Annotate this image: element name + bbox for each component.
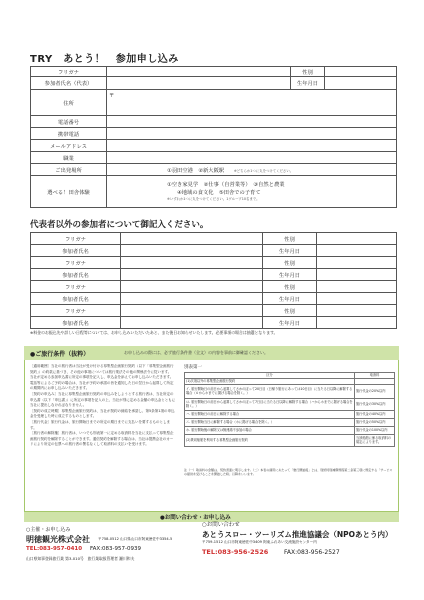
email-label: メールアドレス: [31, 140, 107, 152]
mobile-label: 携帯電話: [31, 128, 107, 140]
p3-birth-label: 生年月日: [263, 293, 317, 305]
p2-gender-label: 性別: [263, 257, 317, 269]
p2-furigana-label: フリガナ: [31, 257, 121, 269]
org-tel: TEL:083-956-2526: [202, 548, 269, 556]
cancel-fee-table: [184, 372, 395, 447]
departure-label: ご出発場所: [31, 164, 107, 176]
p1-gender-label: 性別: [263, 233, 317, 245]
p3-birth-field[interactable]: [317, 293, 397, 305]
p4-name-field[interactable]: [121, 317, 263, 329]
experience-note: ※いずれか1つに丸をつけてください。1グループ10名まで。: [167, 197, 260, 201]
gender-field[interactable]: [325, 67, 397, 77]
cancel-row-5-a: ニ. 旅行開始当日に解除する場合（ホに掲げる場合を除く。）: [185, 419, 355, 427]
job-field[interactable]: [107, 152, 397, 164]
birth-label: 生年月日: [291, 77, 325, 90]
conditions-heading-note: お申し込みの際には、必ず旅行条件書（全文）の内容を事前に御確認ください。: [124, 350, 268, 355]
birth-field[interactable]: [325, 77, 397, 90]
cancel-row-7-a: (2)貸切船舶を利用する募集型企画旅行契約: [185, 435, 355, 447]
cancel-head-category: 区分: [185, 373, 355, 379]
cancel-table-title: 別表第一: [184, 365, 202, 370]
p2-name-field[interactable]: [121, 269, 263, 281]
departure-options-text: ①羽田空港 ②新大阪駅: [167, 167, 225, 174]
p2-birth-label: 生年月日: [263, 269, 317, 281]
p1-furigana-label: フリガナ: [31, 233, 121, 245]
p2-gender-field[interactable]: [317, 257, 397, 269]
cancel-row-3-b: 旅行代金の30%以内: [355, 399, 395, 411]
section2-title: 代表者以外の参加者について御記入ください。: [30, 220, 209, 230]
participants-table: [30, 232, 397, 329]
address-field[interactable]: [107, 90, 397, 116]
company-name: 明徳観光株式会社: [26, 535, 90, 544]
cancel-row-1-a: (1)次項以外の募集型企画旅行契約: [185, 379, 355, 385]
postal-mark: 〒: [109, 93, 115, 99]
p4-furigana-label: フリガナ: [31, 305, 121, 317]
p3-furigana-field[interactable]: [121, 281, 263, 293]
experience-line-1: ①空き家見学 ②仕事（自営業等） ③自然と農業: [167, 182, 285, 188]
conditions-para-3: ［契約の申込み］当社に募集型企画旅行契約の申込みをしようとする旅行者は、当社所定の申込書（以下「申込書」）に所定の事項を記入の上、当社が別に定める金額の申込金とともに当社に提出しなければなりません。: [30, 391, 176, 408]
p4-gender-field[interactable]: [317, 305, 397, 317]
p4-gender-label: 性別: [263, 305, 317, 317]
p4-birth-label: 生年月日: [263, 317, 317, 329]
cancel-row-6-b: 旅行代金の100%以内: [355, 427, 395, 435]
conditions-text: [30, 364, 176, 510]
p4-furigana-field[interactable]: [121, 305, 263, 317]
p1-gender-field[interactable]: [317, 233, 397, 245]
departure-note: ※どちらか1つに丸をつけてください。: [233, 168, 294, 173]
conditions-para-4: ［契約の成立時期］募集型企画旅行契約は、当社が契約の締結を承諾し、第5条第1項の申込金を受理した時に成立するものとします。: [30, 408, 175, 419]
p4-name-label: 参加者氏名: [31, 317, 121, 329]
phone-label: 電話番号: [31, 116, 107, 128]
org-address: 〒759-1512 山口市阿東徳佐中3409 阿東ふれあい交流施設センター内: [202, 540, 317, 544]
name-label: 参加者氏名（代表）: [31, 77, 107, 90]
cancel-row-5-b: 旅行代金の50%以内: [355, 419, 395, 427]
cancel-table-note: 注（一）取消料の金額は、契約書面に明示します。（二）本表の適用にあたって「旅行開始後」とは、別紙特別補償規程第二条第三項に規定する「サービスの提供を受けることを開始した時」以降をいいます。: [184, 468, 393, 476]
org-name: あとうスロー・ツーリズム推進協議会（NPOあとう内）: [202, 530, 393, 539]
payment-note: ※料金のお振込先や詳しい日程等については、お申し込みいただいたあと、また後日お知らせいたします。必要事項の場合は抽選となります。: [30, 330, 278, 335]
organizer-heading: ○主催・お申し込み: [26, 527, 71, 533]
p4-birth-field[interactable]: [317, 317, 397, 329]
phone-field[interactable]: [107, 116, 397, 128]
contact-bar-title: ●お問い合わせ・お申し込み: [160, 515, 231, 521]
company-address: 〒758-0512 山口県山口市阿東徳佐中3354-5: [98, 537, 173, 541]
experience-options[interactable]: [107, 176, 397, 208]
conditions-para-1: ［適用範囲］当社の旅行者は当社が受け付ける募集型企画旅行契約（以下「募集型企画旅行契約」）の約款に基づき、その他の事項については旅行業法その他の関係法令に従います。: [30, 364, 174, 374]
p3-name-label: 参加者氏名: [31, 293, 121, 305]
inquiry-heading: ○お問い合わせ: [202, 522, 240, 528]
conditions-para-2: 当社が定める参加申込書に所定の事項を記入し、申込金を添えてお申し込みいただきます。電話等によるご予約の場合は、当社が予約の承諾の旨を通知した日の翌日から起算して所定の期間内にお申し込みいただきます。: [30, 375, 174, 391]
furigana-label: フリガナ: [31, 67, 107, 77]
experience-label: 選べる！田舎体験: [31, 176, 107, 208]
p1-name-label: 参加者氏名: [31, 245, 121, 257]
experience-line-2: ④地域の食文化 ⑤田舎での子育て: [177, 190, 261, 196]
conditions-para-6: ［旅行者の解除権］旅行者は、いつでも別表第一に定める取消料を当社に支払って募集型企画旅行契約を解除することができます。通信契約を解除する場合は、当社は提携会社のカードにより所定の伝票への旅行者の署名なくして取消料の支払いを受けます。: [30, 431, 174, 447]
org-fax: FAX:083-956-2527: [284, 549, 340, 556]
email-field[interactable]: [107, 140, 397, 152]
conditions-para-5: ［旅行代金］旅行代金は、旅行開始日までの所定の期日までに支払いを要するものとします。: [30, 419, 170, 430]
cancel-row-3-a: ロ. 旅行開始日の前日から起算してさかのぼって7日目に当たる日以降に解除する場合（ハからホまでに掲げる場合を除く。）: [185, 399, 355, 411]
p1-name-field[interactable]: [121, 245, 263, 257]
p2-furigana-field[interactable]: [121, 257, 263, 269]
cancel-row-2-a: イ. 旅行開始日の前日から起算してさかのぼって20日目（日帰り旅行にあっては10日目）に当たる日以降に解除する場合（ロからホまでに掲げる場合を除く。）: [185, 385, 355, 399]
furigana-field[interactable]: [107, 67, 291, 77]
company-tel: TEL:083-957-0410: [26, 546, 83, 552]
page-title: TRY あとう！ 参加申し込み: [30, 54, 179, 65]
name-field[interactable]: [107, 77, 291, 90]
cancel-row-6-a: ホ. 旅行開始後の解除又は無連絡不参加の場合: [185, 427, 355, 435]
conditions-heading: ●ご旅行条件（抜粋）: [30, 351, 90, 358]
gender-label: 性別: [291, 67, 325, 77]
p3-gender-label: 性別: [263, 281, 317, 293]
p1-furigana-field[interactable]: [121, 233, 263, 245]
p1-birth-label: 生年月日: [263, 245, 317, 257]
address-label: 住所: [31, 90, 107, 116]
departure-options[interactable]: [107, 164, 397, 176]
p2-name-label: 参加者氏名: [31, 269, 121, 281]
p3-furigana-label: フリガナ: [31, 281, 121, 293]
mobile-field[interactable]: [107, 128, 397, 140]
cancel-row-4-a: ハ. 旅行開始日の前日に解除する場合: [185, 411, 355, 419]
p2-birth-field[interactable]: [317, 269, 397, 281]
company-fax: FAX:083-957-0939: [90, 546, 142, 552]
company-license: 山口県知事登録旅行業 第3-010号 旅行業取扱管理者 瀬川和夫: [26, 556, 135, 561]
cancel-head-fee: 取消料: [355, 373, 395, 379]
p3-name-field[interactable]: [121, 293, 263, 305]
p1-birth-field[interactable]: [317, 245, 397, 257]
applicant-form: [30, 66, 397, 208]
p3-gender-field[interactable]: [317, 281, 397, 293]
cancel-row-4-b: 旅行代金の40%以内: [355, 411, 395, 419]
cancel-row-2-b: 旅行代金の20%以内: [355, 385, 395, 399]
cancel-row-7-b: 当該船舶に係る取消料の規定によります。: [355, 435, 395, 447]
job-label: 職業: [31, 152, 107, 164]
